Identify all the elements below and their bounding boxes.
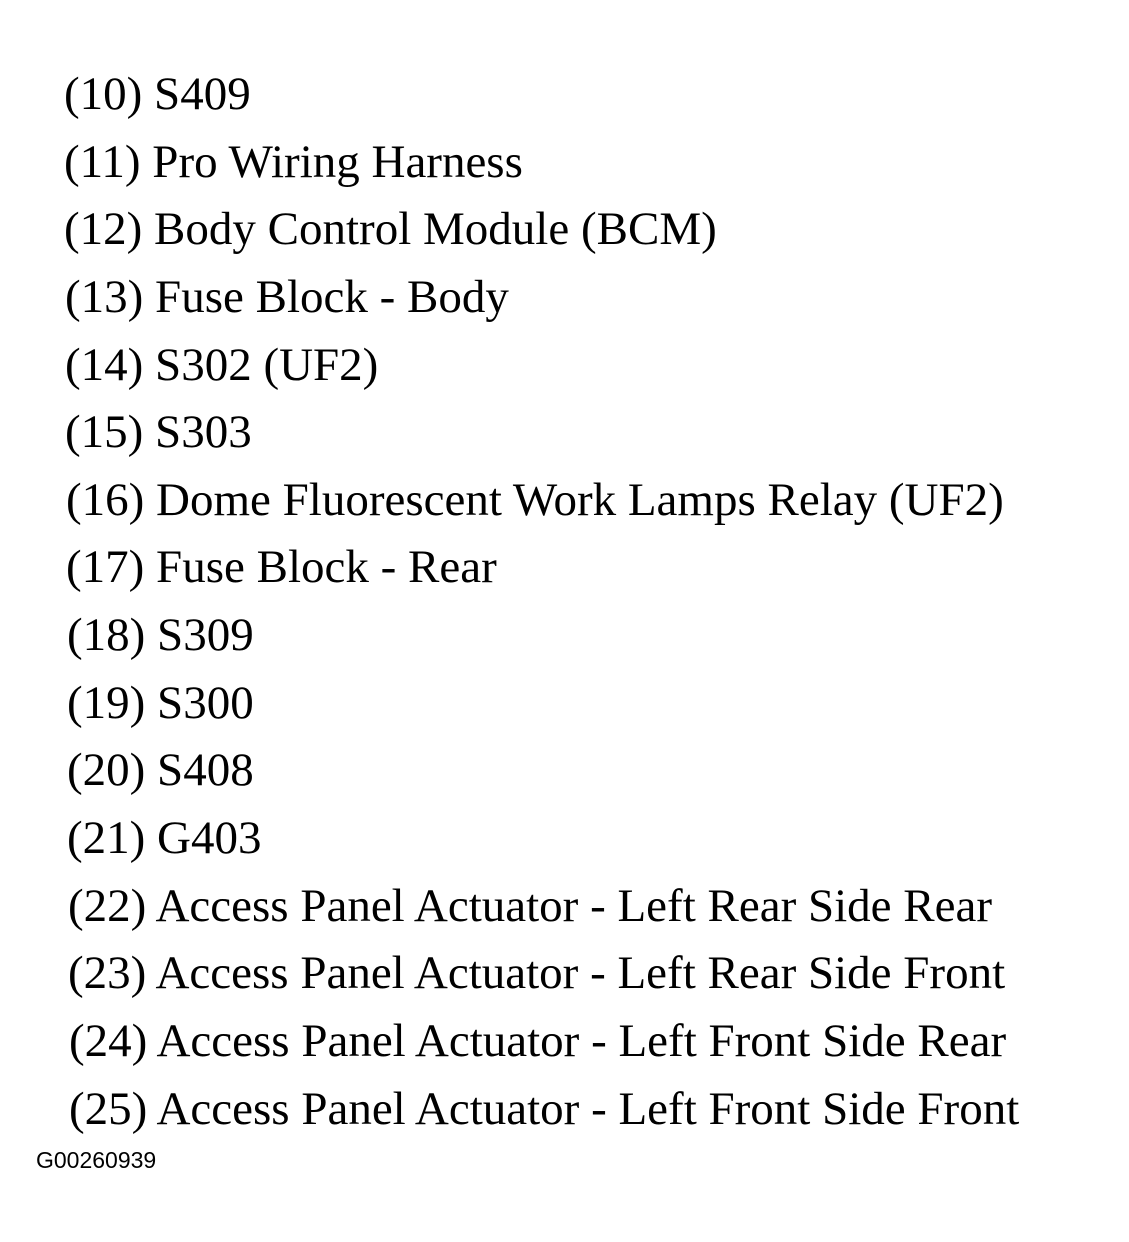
legend-item: (10) S409 [64, 68, 251, 120]
legend-item: (15) S303 [65, 406, 252, 458]
legend-item: (16) Dome Fluorescent Work Lamps Relay (UF2) [66, 474, 1004, 526]
legend-item: (14) S302 (UF2) [65, 339, 379, 391]
legend-item: (13) Fuse Block - Body [65, 271, 509, 323]
legend-item: (21) G403 [67, 812, 262, 864]
legend-item: (22) Access Panel Actuator - Left Rear Side Rear [68, 880, 993, 932]
legend-item: (20) S408 [67, 744, 254, 796]
legend-item: (11) Pro Wiring Harness [64, 136, 523, 188]
legend-item: (25) Access Panel Actuator - Left Front Side Front [69, 1083, 1020, 1135]
legend-item: (18) S309 [67, 609, 254, 661]
legend-item: (12) Body Control Module (BCM) [64, 203, 717, 255]
legend-item: (23) Access Panel Actuator - Left Rear Side Front [68, 947, 1006, 999]
legend-item: (24) Access Panel Actuator - Left Front Side Rear [69, 1015, 1007, 1067]
legend-item: (19) S300 [67, 677, 254, 729]
figure-id: G00260939 [36, 1147, 157, 1173]
legend-item: (17) Fuse Block - Rear [66, 541, 497, 593]
